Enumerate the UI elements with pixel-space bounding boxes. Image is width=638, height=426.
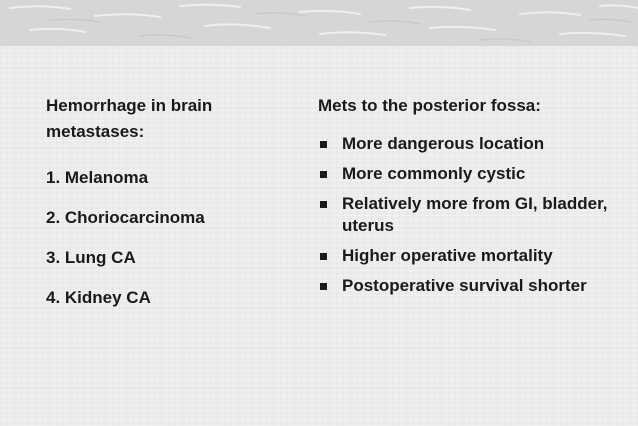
square-bullet-icon [320,201,327,208]
list-item: 1. Melanoma [46,168,149,187]
bullet-item [318,133,618,155]
left-column [46,93,266,325]
bullet-text: More dangerous location [342,134,545,153]
bullet-item [318,193,618,237]
bullet-item [318,163,618,185]
square-bullet-icon [320,171,327,178]
bullet-text: Postoperative survival shorter [342,276,587,295]
header-banner [0,0,638,46]
square-bullet-icon [320,253,327,260]
square-bullet-icon [320,141,327,148]
banner-texture [0,0,638,46]
bullet-text: More commonly cystic [342,164,526,183]
left-list [46,165,266,325]
list-item: 4. Kidney CA [46,288,151,307]
bullet-item [318,275,618,297]
bullet-item [318,245,618,267]
right-column [318,93,618,305]
left-heading: Hemorrhage in brain metastases: [46,96,213,141]
right-heading: Mets to the posterior fossa: [318,96,541,115]
bullet-text: Higher operative mortality [342,246,553,265]
square-bullet-icon [320,283,327,290]
bullet-text: Relatively more from GI, bladder, uterus [342,194,608,235]
list-item: 2. Choriocarcinoma [46,208,205,227]
list-item: 3. Lung CA [46,248,136,267]
